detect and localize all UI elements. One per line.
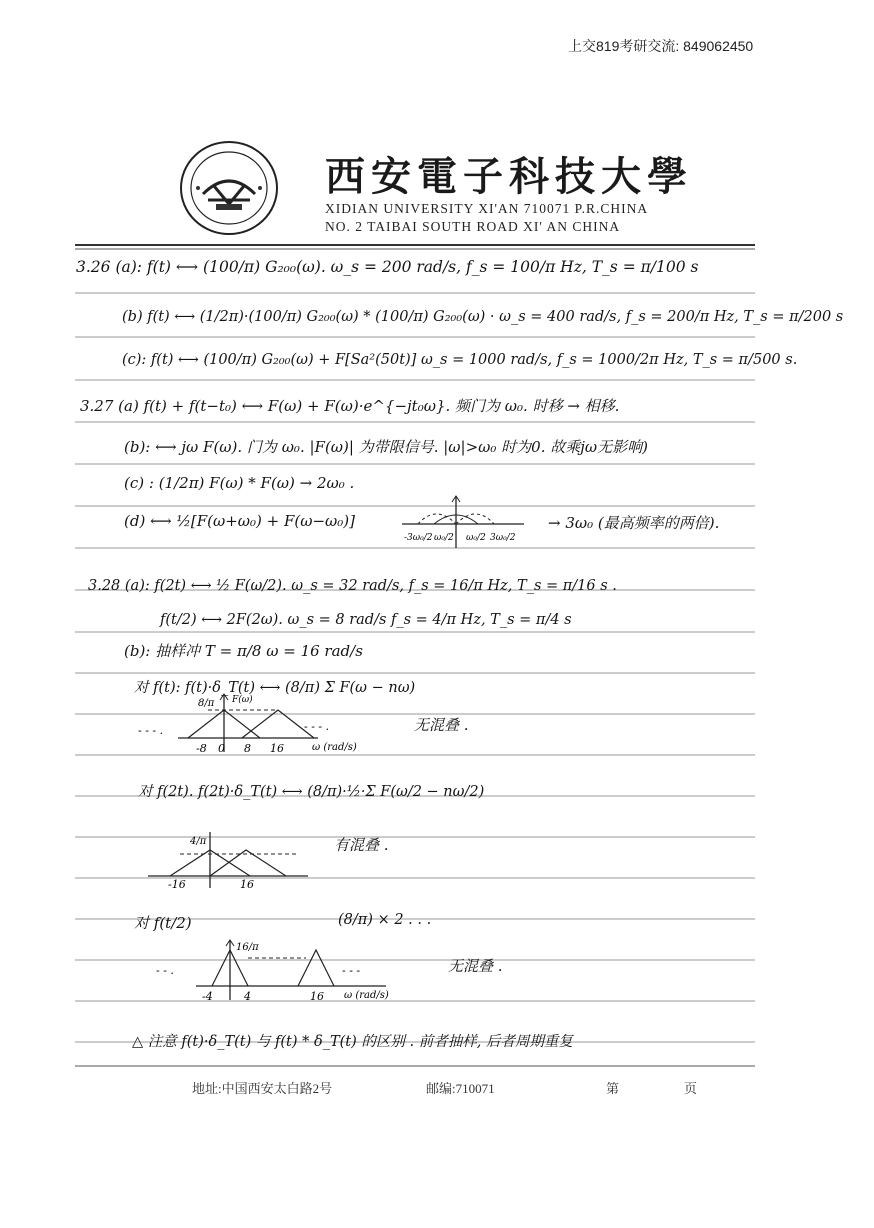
- alias-label: 有混叠 .: [334, 836, 389, 854]
- problem-3-27-d-result: → 3ω₀ (最高频率的两倍).: [548, 514, 720, 532]
- address-line-2: NO. 2 TAIBAI SOUTH ROAD XI' AN CHINA: [325, 219, 621, 234]
- plot2-tick-1: -16: [168, 878, 186, 890]
- plot3-tick-3: 16: [310, 990, 324, 1002]
- problem-3-26-b: (b) f(t) ⟷ (1/2π)·(100/π) G₂₀₀(ω) * (100/π) G₂₀₀(ω) · ω_s = 400 rad/s, f_s = 200/π Hz, T_s = π/200 s: [122, 309, 844, 325]
- watermark-text: 上交819考研交流: 849062450: [568, 38, 754, 54]
- no-alias-label-1: 无混叠 .: [414, 716, 469, 734]
- plot3-xlabel: ω (rad/s): [344, 990, 389, 1001]
- plot3-dots-left: - - .: [156, 964, 174, 977]
- problem-3-26-a: 3.26 (a): f(t) ⟷ (100/π) G₂₀₀(ω). ω_s = 200 rad/s, f_s = 100/π Hz, T_s = π/100 s: [76, 258, 699, 276]
- problem-3-27-c: (c) : (1/2π) F(ω) * F(ω) → 2ω₀ .: [124, 474, 355, 492]
- problem-3-27-b: (b): ⟷ jω F(ω). 门为 ω₀. |F(ω)| 为带限信号. |ω|>ω₀ 时为0. 故乘jω无影响): [124, 438, 648, 456]
- dui-f-2t-line: 对 f(2t). f(2t)·δ_T(t) ⟷ (8/π)·½·Σ F(ω/2 − nω/2): [138, 784, 485, 800]
- plot1-ytop: 8/π: [198, 698, 215, 709]
- spectrum-plot-f: [138, 690, 378, 756]
- dui-f-t2-eq: (8/π) × 2 . . .: [338, 912, 432, 928]
- plot1-xlabel: ω (rad/s): [312, 742, 357, 753]
- plot2-tick-2: 16: [240, 878, 254, 890]
- plot3-ytop: 16/π: [236, 942, 259, 953]
- address-line-1: XIDIAN UNIVERSITY XI'AN 710071 P.R.CHINA: [325, 201, 649, 216]
- footer-postcode: 邮编:710071: [426, 1081, 495, 1096]
- problem-3-28-b: (b): 抽样冲 T = π/8 ω = 16 rad/s: [124, 642, 363, 660]
- plot3-tick-2: 4: [244, 990, 251, 1002]
- spectrum-plot-f2t: [140, 828, 320, 890]
- university-name-cn: 西安電子科技大學: [325, 153, 693, 200]
- footer-page-suffix: 页: [684, 1081, 698, 1096]
- plot2-ytop: 4/π: [190, 836, 207, 847]
- plot3-tick-1: -4: [202, 990, 213, 1002]
- sampling-note: △ 注意 f(t)·δ_T(t) 与 f(t) * δ_T(t) 的区别 . 前者抽样, 后者周期重复: [132, 1034, 573, 1050]
- dui-f-t2-line: 对 f(t/2): [134, 914, 192, 932]
- footer-page-prefix: 第: [606, 1081, 620, 1096]
- sketch-3-27-d: [398, 494, 530, 552]
- footer-address: 地址:中国西安太白路2号: [192, 1081, 333, 1096]
- plot1-tick-2: 0: [218, 742, 225, 755]
- plot1-dots-left: - - - .: [138, 724, 164, 737]
- spectrum-plot-ft2: [156, 938, 426, 1002]
- tick-3-27-3: ω₀/2: [466, 533, 486, 543]
- tick-3-27-2: ω₀/2: [434, 533, 454, 543]
- plot1-tick-1: -8: [196, 742, 207, 755]
- problem-3-27-a: 3.27 (a) f(t) + f(t−t₀) ⟷ F(ω) + F(ω)·e^{−jt₀ω}. 频门为 ω₀. 时移 → 相移.: [80, 397, 620, 415]
- plot1-yname: F(ω): [232, 695, 253, 705]
- plot1-dots-right: - - - .: [304, 720, 330, 733]
- plot1-tick-3: 8: [244, 742, 251, 755]
- problem-3-27-d: (d) ⟷ ½[F(ω+ω₀) + F(ω−ω₀)]: [124, 512, 356, 530]
- problem-3-28-a-1: 3.28 (a): f(2t) ⟷ ½ F(ω/2). ω_s = 32 rad/s, f_s = 16/π Hz, T_s = π/16 s .: [88, 578, 617, 594]
- problem-3-26-c: (c): f(t) ⟷ (100/π) G₂₀₀(ω) + F[Sa²(50t)] ω_s = 1000 rad/s, f_s = 1000/2π Hz, T_s = π/500 s.: [122, 352, 798, 368]
- tick-3-27-1: -3ω₀/2: [404, 533, 433, 543]
- plot3-dots-right: - - -: [342, 964, 361, 977]
- dui-f-t-line: 对 f(t): f(t)·δ_T(t) ⟷ (8/π) Σ F(ω − nω): [134, 680, 416, 696]
- problem-3-28-a-2: f(t/2) ⟷ 2F(2ω). ω_s = 8 rad/s f_s = 4/π Hz, T_s = π/4 s: [160, 612, 572, 628]
- no-alias-label-2: 无混叠 .: [448, 957, 503, 975]
- tick-3-27-4: 3ω₀/2: [490, 533, 516, 543]
- plot1-tick-4: 16: [270, 742, 284, 755]
